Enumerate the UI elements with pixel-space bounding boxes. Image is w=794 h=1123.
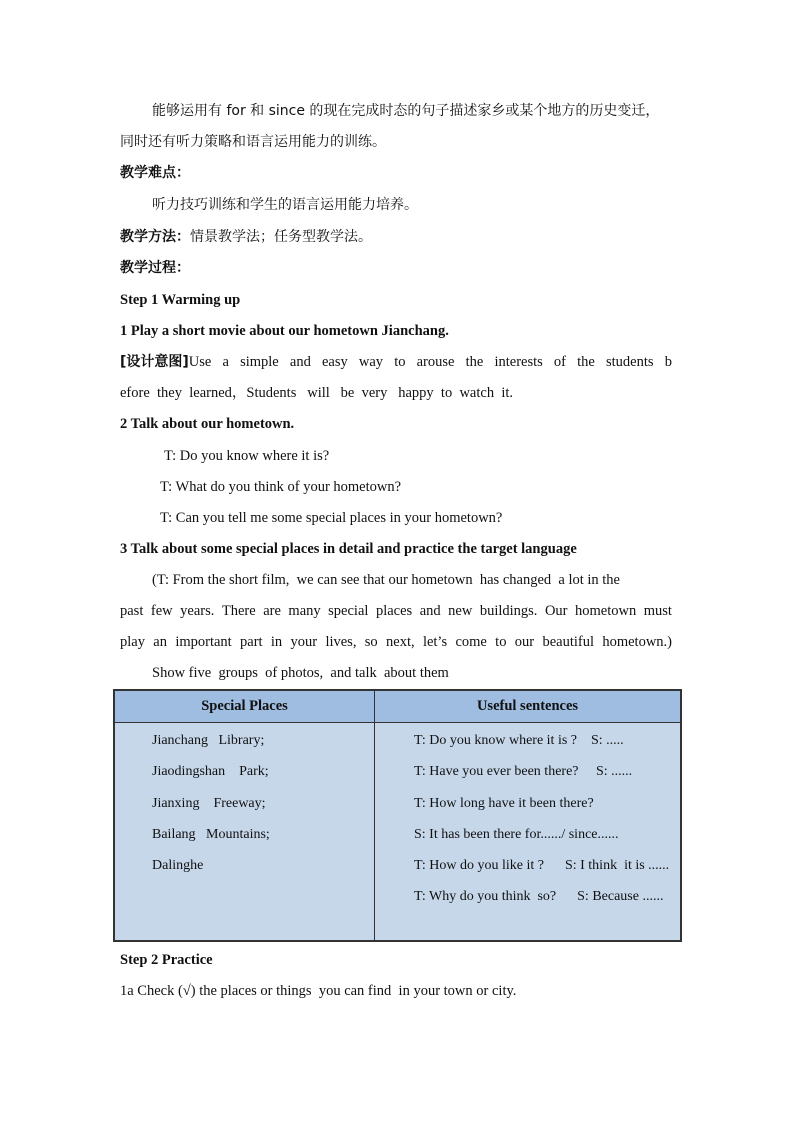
design-word: to [394, 354, 406, 370]
dialogue-word: hometown [575, 603, 637, 619]
table-header-row [114, 690, 681, 723]
design-word: arouse [416, 354, 455, 370]
design-word: Use [188, 354, 212, 370]
place-item: Jianchang Library; [152, 733, 265, 748]
dialogue-word: to [495, 634, 507, 650]
step2-item1: 1a Check (√) the places or things you can find in your town or city. [120, 983, 517, 999]
sentence-item: T: Do you know where it is ? S: ..... [414, 733, 624, 748]
design-intent-line-2: efore they learned，Students will be very happy to watch it. [120, 385, 514, 401]
dialogue-line-2 [120, 601, 672, 621]
place-item: Jiaodingshan Park; [152, 764, 269, 780]
dialogue-word: many [288, 603, 321, 619]
design-word: simple [240, 354, 279, 370]
design-word: of [553, 354, 567, 370]
objective-line-1: 能够运用有 for 和 since 的现在完成时态的句子描述家乡或某个地方的历史变迁， [152, 103, 660, 119]
dialogue-word: must [643, 603, 672, 619]
sentence-item: S: It has been there for....../ since...... [414, 826, 619, 842]
dialogue-word: next, [386, 634, 415, 650]
difficulty-heading: 教学难点： [120, 165, 190, 181]
step2-heading: Step 2 Practice [120, 952, 213, 968]
dialogue-word: so [364, 634, 378, 650]
dialogue-word: lives, [325, 634, 357, 650]
design-intent-label: [设计意图] [120, 354, 189, 370]
step1-heading: Step 1 Warming up [120, 292, 241, 308]
dialogue-word: play [120, 634, 145, 650]
dialogue-word: in [270, 634, 283, 650]
design-word: way [358, 354, 384, 370]
dialogue-word: are [263, 603, 281, 619]
step1-item3: 3 Talk about some special places in detail and practice the target language [120, 541, 577, 557]
dialogue-word: and [419, 603, 441, 619]
teacher-question-2: T: What do you think of your hometown? [160, 479, 402, 495]
dialogue-word: your [290, 634, 318, 650]
dialogue-word: few [150, 603, 173, 619]
dialogue-word: come [455, 634, 487, 650]
dialogue-word: new [448, 603, 473, 619]
dialogue-word: an [153, 634, 167, 650]
place-item: Bailang Mountains; [152, 826, 270, 842]
objective-line-2: 同时还有听力策略和语言运用能力的训练。 [120, 134, 386, 150]
places-sentences-table [113, 689, 682, 942]
dialogue-word: places [375, 603, 413, 619]
design-word: a [222, 354, 229, 370]
dialogue-word: important [175, 634, 232, 650]
dialogue-word: let’s [422, 634, 448, 650]
place-item: Dalinghe [152, 858, 204, 874]
dialogue-word: our [514, 634, 535, 650]
table-body-row [114, 723, 681, 942]
difficulty-text: 听力技巧训练和学生的语言运用能力培养。 [152, 197, 418, 213]
dialogue-word: years. [180, 603, 215, 619]
design-word: and [289, 354, 311, 370]
teacher-question-3: T: Can you tell me some special places in your hometown? [160, 510, 503, 526]
sentences-cell [375, 723, 682, 942]
dialogue-line-1: (T: From the short film, we can see that our hometown has changed a lot in the [152, 572, 620, 588]
design-word: the [465, 354, 484, 370]
dialogue-word: beautiful [542, 634, 594, 650]
method-line [120, 227, 372, 247]
dialogue-word: buildings. [479, 603, 538, 619]
method-heading: 教学方法： [120, 229, 190, 245]
design-word: interests [494, 354, 543, 370]
places-cell [114, 723, 375, 942]
show-photos-text: Show five groups of photos, and talk about them [152, 665, 449, 681]
sentence-item: T: How long have it been there? [414, 795, 594, 811]
dialogue-word: Our [544, 603, 568, 619]
design-word: the [577, 354, 595, 370]
sentence-item: T: How do you like it ? S: I think it is ...... [414, 858, 670, 874]
design-word: b [664, 354, 672, 370]
header-special-places: Special Places [114, 690, 375, 723]
place-item: Jianxing Freeway; [152, 795, 266, 811]
dialogue-word: part [240, 634, 263, 650]
sentence-item: T: Have you ever been there? S: ...... [414, 764, 633, 780]
design-word: easy [321, 354, 348, 370]
dialogue-word: There [221, 603, 256, 619]
process-heading: 教学过程： [120, 260, 190, 276]
header-useful-sentences: Useful sentences [375, 690, 682, 723]
step1-item2: 2 Talk about our hometown. [120, 416, 295, 432]
dialogue-word: past [120, 603, 144, 619]
dialogue-line-3 [120, 632, 672, 652]
teacher-question-1: T: Do you know where it is? [164, 448, 330, 464]
dialogue-word: hometown.) [602, 634, 672, 650]
design-word: students [606, 354, 654, 370]
step1-item1: 1 Play a short movie about our hometown Jianchang. [120, 323, 449, 339]
method-text: 情景教学法；任务型教学法。 [190, 229, 372, 245]
dialogue-word: special [328, 603, 369, 619]
sentence-item: T: Why do you think so? S: Because ...... [414, 889, 664, 905]
design-intent-line-1 [120, 352, 672, 372]
